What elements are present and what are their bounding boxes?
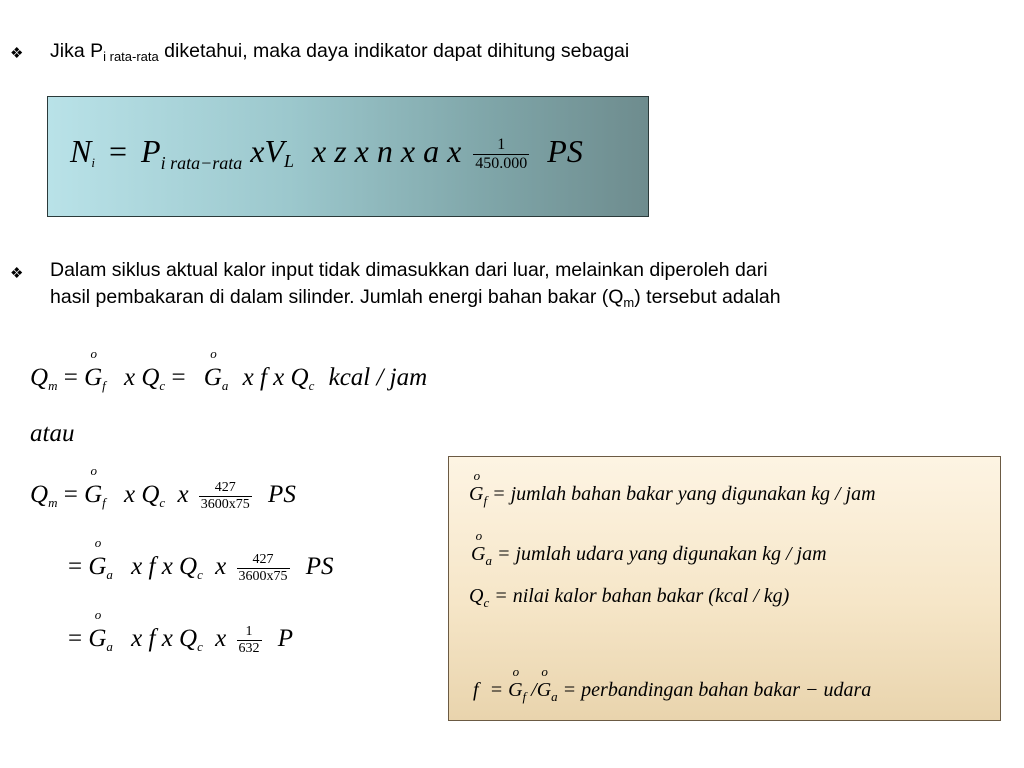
bullet-1-icon: ❖ xyxy=(10,45,24,62)
definition-f: f = o $G_f$ / o $G_a$ = perbandingan bahan bakar − udara xyxy=(473,664,872,704)
indicator-power-formula: $Ni = P_{i rata-rata}$ xVL x z x n x a x $\frac{1}{450.000}$ PS xyxy=(70,133,583,173)
fuel-energy-equation-4: = o $G_a$ x f x $Q_c$ x $\frac{1}{632}$ P xyxy=(68,607,294,656)
bullet-2-text: Dalam siklus aktual kalor input tidak dimasukkan dari luar, melainkan diperoleh dari hasil pembakaran di dalam silinder. Jumlah energi bahan bakar $(Q_m)$ tersebut adalah xyxy=(50,259,781,310)
definition-ga: o $G_a$ = jumlah udara yang digunakan kg / jam xyxy=(471,528,827,568)
bullet-2-icon: ❖ xyxy=(10,265,24,282)
symbol-definitions-box xyxy=(448,456,1001,721)
fuel-energy-equation-1: $Q_m$ = o $G_f$ x $Q_c$ = o $G_a$ x f x $Q_c$ kcal / jam xyxy=(30,346,428,393)
atau-label: atau xyxy=(30,420,75,447)
bullet-1-text: Jika $P_{i rata-rata}$ diketahui, maka daya indikator dapat dihitung sebagai xyxy=(50,40,630,64)
fuel-energy-equation-2: $Q_m$ = o $G_f$ x $Q_c$ x $\frac{427}{3600x75}$ PS xyxy=(30,463,296,512)
definition-gf: o $G_f$ = jumlah bahan bakar yang digunakan kg / jam xyxy=(469,468,876,508)
indicator-power-formula-box xyxy=(47,96,649,217)
definition-qc: $Q_c$ = nilai kalor bahan bakar (kcal / kg) xyxy=(469,585,790,610)
fuel-energy-equation-3: = o $G_a$ x f x $Q_c$ x $\frac{427}{3600x75}$ PS xyxy=(68,535,334,584)
